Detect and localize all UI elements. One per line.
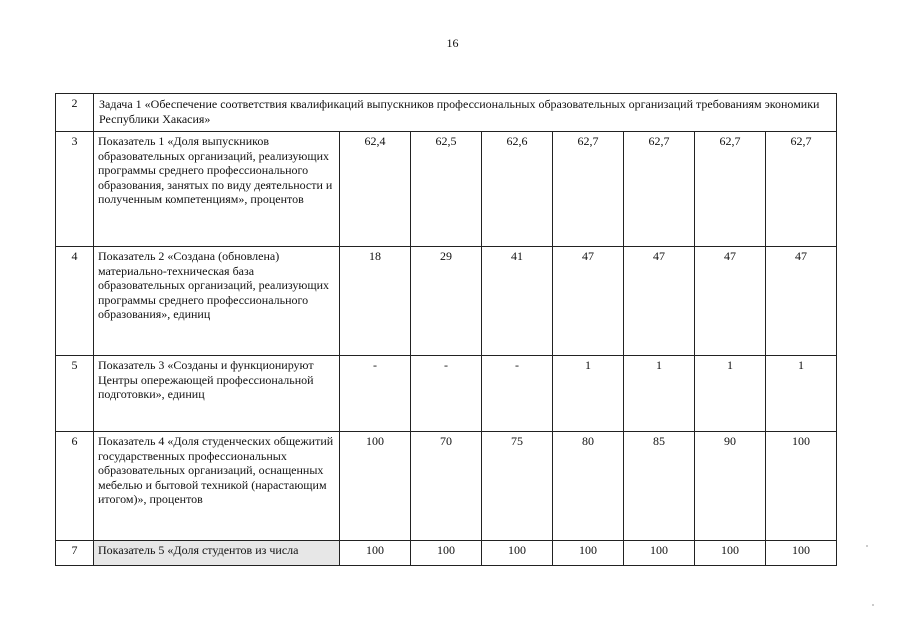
- row-number: 2: [56, 94, 94, 132]
- row-number: 7: [56, 541, 94, 566]
- indicator-label: Показатель 4 «Доля студенческих общежитий государственных профессиональных образовательных организаций, оснащенных мебелью и бытовой техникой (нарастающим итогом)», процентов: [94, 432, 340, 541]
- table-row: [56, 247, 837, 356]
- value-cell: 100: [340, 432, 411, 541]
- value-cell: 62,7: [624, 132, 695, 247]
- value-cell: 100: [766, 541, 837, 566]
- table-row-task: [56, 94, 837, 132]
- row-number: 4: [56, 247, 94, 356]
- value-cell: 100: [340, 541, 411, 566]
- scan-speck: [866, 545, 868, 547]
- value-cell: 1: [553, 356, 624, 432]
- value-cell: 62,7: [695, 132, 766, 247]
- row-number: 5: [56, 356, 94, 432]
- value-cell: 62,6: [482, 132, 553, 247]
- value-cell: 47: [695, 247, 766, 356]
- value-cell: 100: [553, 541, 624, 566]
- value-cell: -: [482, 356, 553, 432]
- value-cell: 100: [695, 541, 766, 566]
- table-row: [56, 432, 837, 541]
- value-cell: 29: [411, 247, 482, 356]
- value-cell: 85: [624, 432, 695, 541]
- value-cell: 62,7: [766, 132, 837, 247]
- value-cell: 80: [553, 432, 624, 541]
- value-cell: -: [411, 356, 482, 432]
- value-cell: 18: [340, 247, 411, 356]
- scan-speck: [872, 604, 874, 606]
- value-cell: 70: [411, 432, 482, 541]
- page-number: 16: [446, 36, 459, 50]
- value-cell: 41: [482, 247, 553, 356]
- value-cell: -: [340, 356, 411, 432]
- value-cell: 62,7: [553, 132, 624, 247]
- value-cell: 90: [695, 432, 766, 541]
- value-cell: 47: [553, 247, 624, 356]
- value-cell: 75: [482, 432, 553, 541]
- value-cell: 1: [624, 356, 695, 432]
- indicator-label: Показатель 1 «Доля выпускников образовательных организаций, реализующих программы среднего профессионального образования, занятых по виду деятельности и полученным компетенциям», процентов: [94, 132, 340, 247]
- indicator-label: Показатель 3 «Созданы и функционируют Центры опережающей профессиональной подготовки», единиц: [94, 356, 340, 432]
- value-cell: 1: [766, 356, 837, 432]
- table-row: [56, 356, 837, 432]
- value-cell: 62,4: [340, 132, 411, 247]
- value-cell: 62,5: [411, 132, 482, 247]
- table-row: [56, 132, 837, 247]
- task-title: Задача 1 «Обеспечение соответствия квалификаций выпускников профессиональных образовательных организаций требованиям экономики Республики Хакасия»: [94, 94, 837, 132]
- value-cell: 1: [695, 356, 766, 432]
- row-number: 3: [56, 132, 94, 247]
- value-cell: 47: [766, 247, 837, 356]
- value-cell: 100: [624, 541, 695, 566]
- table-row: [56, 541, 837, 566]
- row-number: 6: [56, 432, 94, 541]
- value-cell: 47: [624, 247, 695, 356]
- indicator-label: Показатель 2 «Создана (обновлена) материально-техническая база образовательных организаций, реализующих программы среднего профессионального образования», единиц: [94, 247, 340, 356]
- value-cell: 100: [766, 432, 837, 541]
- value-cell: 100: [411, 541, 482, 566]
- indicator-label: Показатель 5 «Доля студентов из числа: [94, 541, 340, 566]
- value-cell: 100: [482, 541, 553, 566]
- indicators-table: [55, 93, 837, 566]
